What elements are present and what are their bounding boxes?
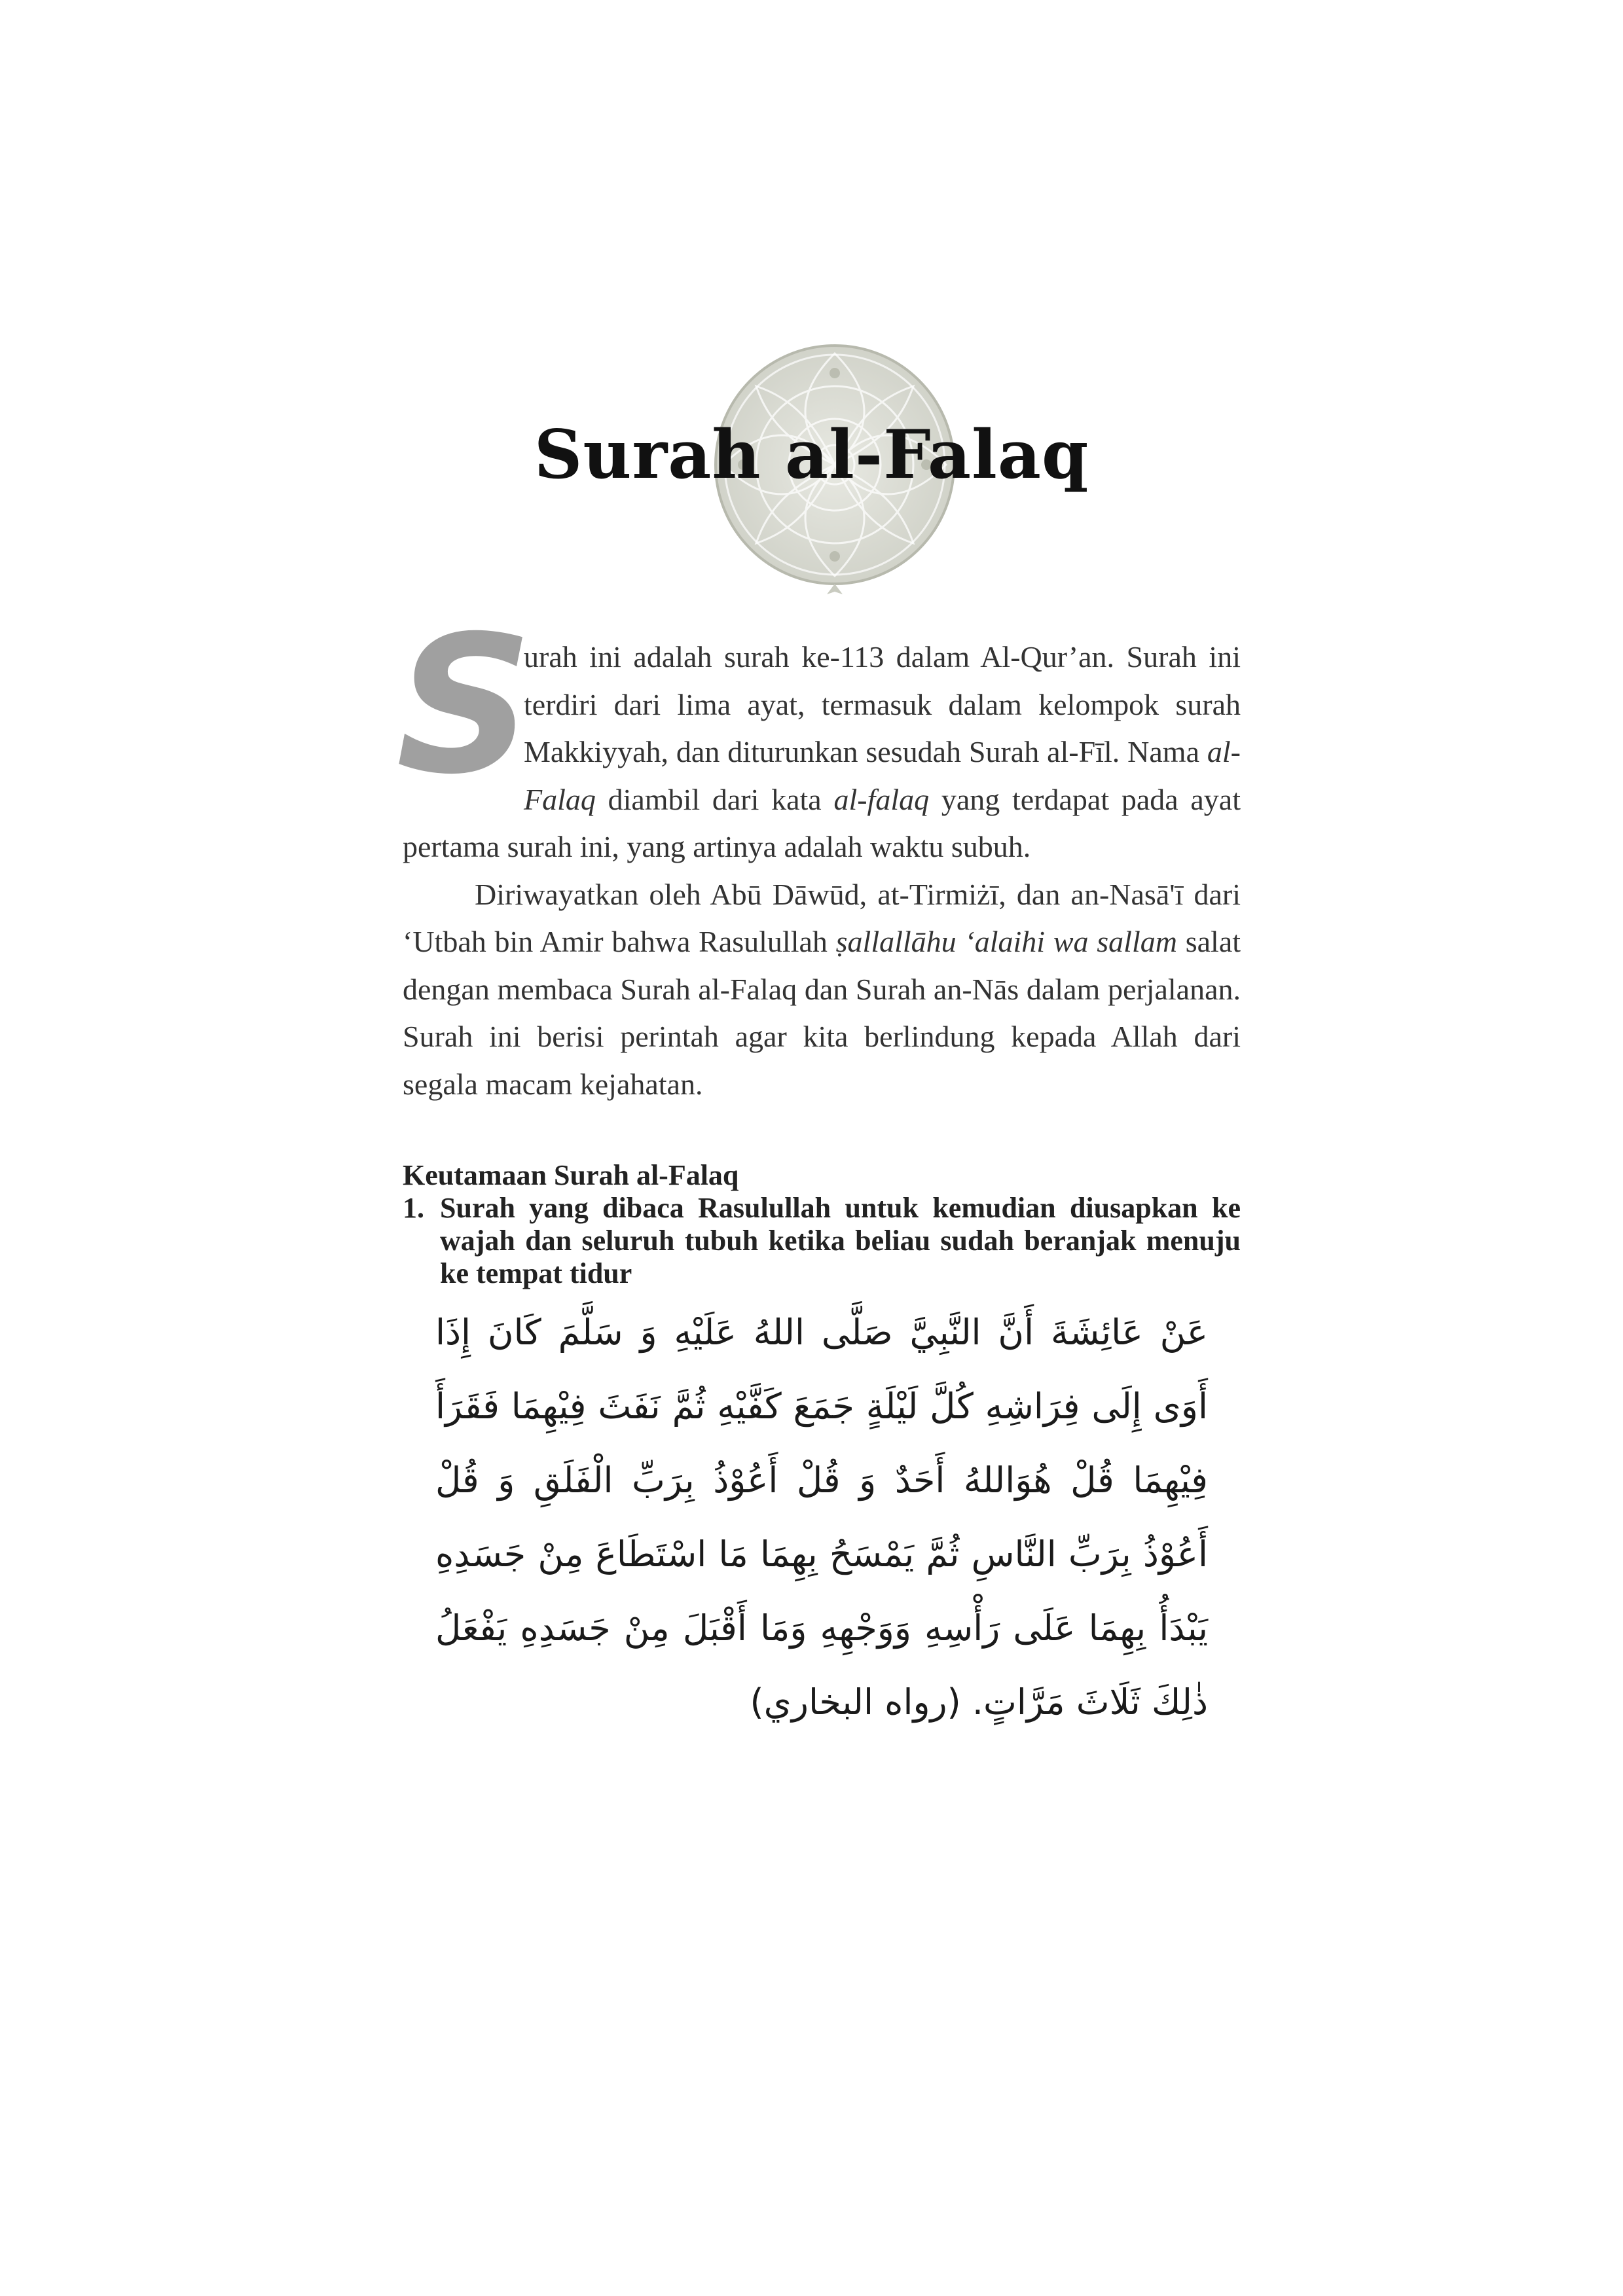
intro-p1-text-c: yang terdapat pada ayat pertama surah ini, yang artinya adalah waktu subuh. — [403, 782, 1241, 863]
content-body — [396, 596, 1241, 1739]
hadith-arabic-text: عَنْ عَائِشَةَ أَنَّ النَّبِيَّ صَلَّى اللهُ عَلَيْهِ وَ سَلَّمَ كَانَ إِذَا أَوَى إِلَى فِرَاشِهِ كُلَّ لَيْلَةٍ جَمَعَ كَفَّيْهِ ثُمَّ نَفَثَ فِيْهِمَا فَقَرَأَ فِيْهِمَا قُلْ هُوَاللهُ أَحَدٌ وَ قُلْ أَعُوْذُ بِرَبِّ الْفَلَقِ وَ قُلْ أَعُوْذُ بِرَبِّ النَّاسِ ثُمَّ يَمْسَحُ بِهِمَا مَا اسْتَطَاعَ مِنْ جَسَدِهِ يَبْدَأُ بِهِمَا عَلَى رَأْسِهِ وَوَجْهِهِ وَمَا أَقْبَلَ مِنْ جَسَدِهِ يَفْعَلُ ذٰلِكَ ثَلَاثَ مَرَّاتٍ. (رواه البخاري) — [435, 1312, 1208, 1723]
list-item-text: Surah yang dibaca Rasulullah untuk kemudian diusapkan ke wajah dan seluruh tubuh ketika beliau sudah beranjak menuju ke tempat tidur — [440, 1192, 1241, 1289]
intro-p2-italic: ṣallallāhu ‘alaihi wa sallam — [835, 925, 1177, 958]
intro-p1-italic-a: al-Falaq — [524, 735, 1241, 816]
intro-paragraph-2 — [403, 871, 1241, 1109]
section-heading: Keutamaan Surah al-Falaq — [403, 1159, 739, 1191]
drop-cap-letter: S — [396, 596, 533, 816]
page-title: Surah al-Falaq — [534, 416, 1089, 494]
list-item-number: 1. — [403, 1192, 424, 1224]
intro-p2-text-b: salat dengan membaca Surah al-Falaq dan Surah an-Nās dalam perjalanan. Surah ini berisi perintah agar kita berlindung kepada Allah dari segala macam kejahatan. — [403, 925, 1241, 1101]
intro-p1-text-b: diambil dari kata — [595, 782, 834, 816]
list-item — [403, 1192, 1241, 1290]
drop-cap — [396, 596, 533, 816]
intro-p2-text-a: Diriwayatkan oleh Abū Dāwūd, at-Tirmiżī, dan an-Nasā'ī dari ‘Utbah bin Amir bahwa Rasulullah — [403, 877, 1241, 958]
intro-paragraph-1 — [396, 596, 1241, 871]
intro-p1-italic-b: al-falaq — [833, 782, 930, 816]
intro-p1-text-a: urah ini adalah surah ke-113 dalam Al-Qur’an. Surah ini terdiri dari lima ayat, termasuk dalam kelompok surah Makkiyyah, dan diturunkan sesudah Surah al-Fīl. Nama — [524, 640, 1241, 768]
